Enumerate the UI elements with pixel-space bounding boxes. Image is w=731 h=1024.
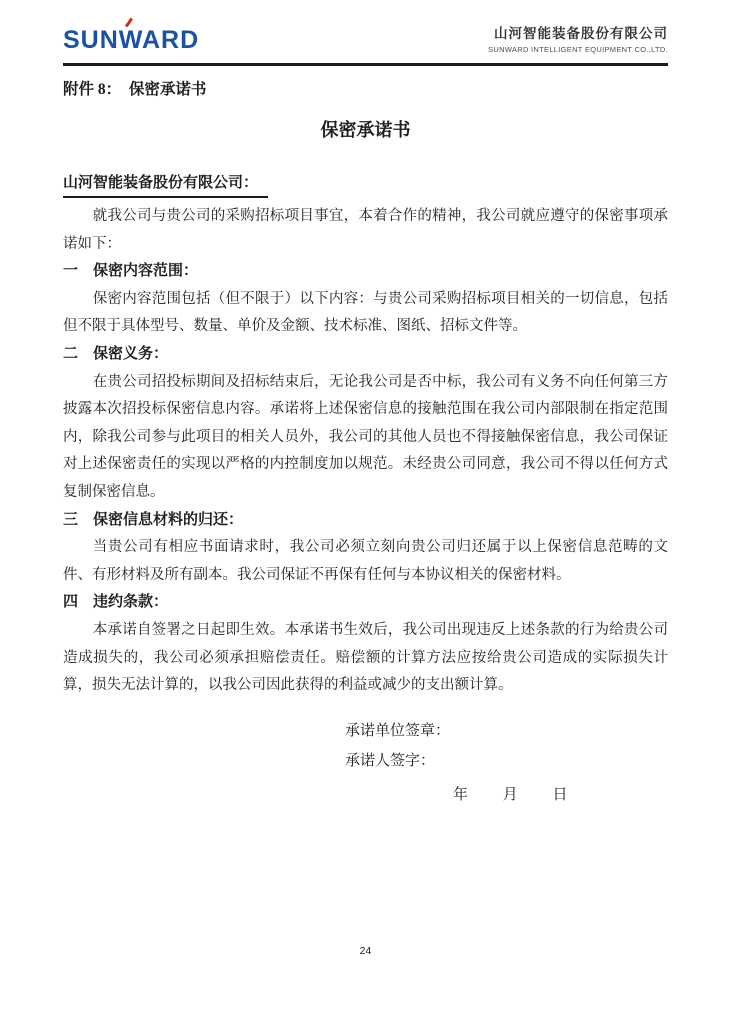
sunward-logo <box>63 26 199 54</box>
intro-paragraph: 就我公司与贵公司的采购招标项目事宜，本着合作的精神，我公司就应遵守的保密事项承诺如下： <box>63 208 668 252</box>
section-3-body: 当贵公司有相应书面请求时，我公司必须立刻向贵公司归还属于以上保密信息范畴的文件、有形材料及所有副本。我公司保证不再保有任何与本协议相关的保密材料。 <box>63 539 668 583</box>
page-number: 24 <box>359 945 372 957</box>
letterhead <box>63 0 668 66</box>
company-name-cn: 山河智能装备股份有限公司 <box>494 26 668 41</box>
signer-label: 承诺人签字： <box>345 752 436 769</box>
section-4-heading: 四 违约条款： <box>63 594 169 611</box>
section-2-heading: 二 保密义务： <box>63 345 169 362</box>
section-1-heading: 一 保密内容范围： <box>63 263 199 280</box>
section-3-heading: 三 保密信息材料的归还： <box>63 511 244 528</box>
date-day-label: 日 <box>552 786 568 803</box>
unit-seal-label: 承诺单位签章： <box>345 722 451 739</box>
section-1-body: 保密内容范围包括（但不限于）以下内容：与贵公司采购招标项目相关的一切信息，包括但不限于具体型号、数量、单价及金额、技术标准、图纸、招标文件等。 <box>63 290 668 335</box>
page-title: 保密承诺书 <box>320 120 411 140</box>
section-2-body: 在贵公司招投标期间及招标结束后，无论我公司是否中标，我公司有义务不向任何第三方披露本次招投标保密信息内容。承诺将上述保密信息的接触范围在我公司内部限制在指定范围内，除我公司参与此项目的相关人员外，我公司的其他人员也不得接触保密信息，我公司保证对上述保密责任的实现以严格的内控制度加以规范。未经贵公司同意，我公司不得以任何方式复制保密信息。 <box>63 373 668 500</box>
signature-block <box>63 716 668 810</box>
sunward-logo-text: SUNWARD <box>63 26 200 54</box>
addressee-line: 山河智能装备股份有限公司： <box>63 171 268 198</box>
date-year-label: 年 <box>453 786 469 803</box>
company-name-en: SUNWARD INTELLIGENT EQUIPMENT CO.,LTD. <box>488 45 668 54</box>
company-name-block <box>488 26 668 54</box>
document-body <box>63 203 668 700</box>
date-line <box>453 780 668 810</box>
section-4-body: 本承诺自签署之日起即生效。本承诺书生效后，我公司出现违反上述条款的行为给贵公司造成损失的，我公司必须承担赔偿责任。赔偿额的计算方法应按给贵公司造成的实际损失计算，损失无法计算的，以我公司因此获得的利益或减少的支出额计算。 <box>63 621 668 694</box>
date-month-label: 月 <box>502 786 518 803</box>
attachment-heading: 附件 8： 保密承诺书 <box>63 81 207 98</box>
addressee-row <box>63 169 668 198</box>
